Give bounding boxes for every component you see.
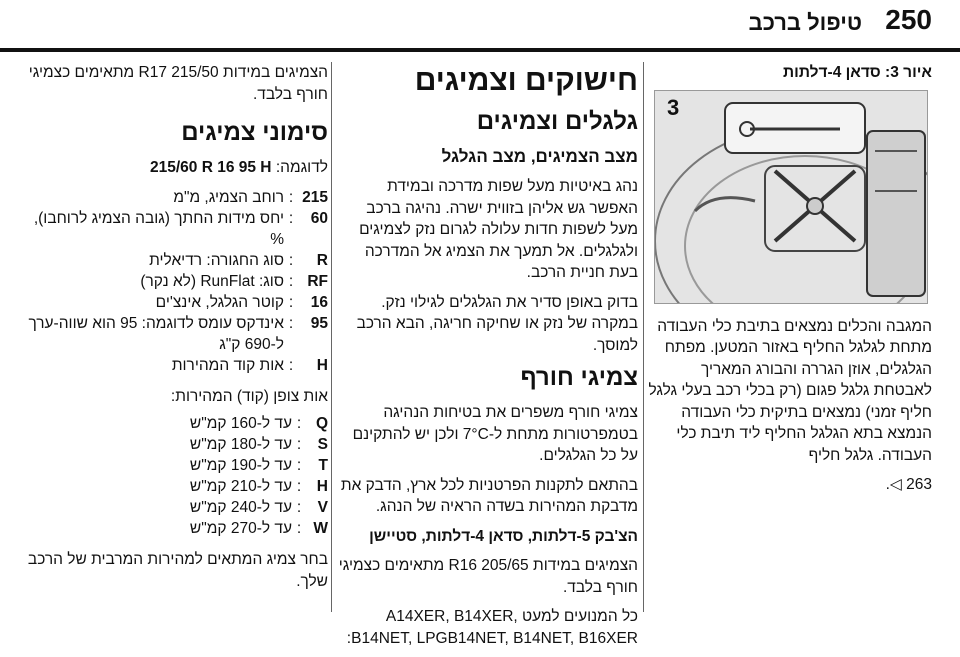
example-label: לדוגמה: <box>275 159 328 176</box>
legend-code: 16 <box>310 293 328 311</box>
speed-separator: : <box>296 436 302 453</box>
engines-paragraph: כל המנועים למעט A14XER, B14XER, B14NET, LPGB14NET, B14NET, B16XER: <box>346 608 638 647</box>
speed-row <box>16 413 328 434</box>
speed-row <box>16 497 328 518</box>
legend-separator: : <box>288 272 294 290</box>
speed-separator: : <box>296 499 302 516</box>
legend-row <box>16 250 328 271</box>
tool-kit-illustration <box>654 90 928 304</box>
legend-separator: : <box>288 314 294 332</box>
legend-separator: : <box>288 251 294 269</box>
speed-text: עד ל-160 קמ"ש <box>189 415 292 432</box>
legend-text: רוחב הצמיג, מ"מ <box>173 188 284 206</box>
speed-row <box>16 518 328 539</box>
legend-separator: : <box>288 293 294 311</box>
legend-row <box>16 271 328 292</box>
running-title: טיפול ברכב <box>748 10 862 35</box>
tire-marking-legend <box>16 187 328 376</box>
legend-row <box>16 355 328 376</box>
legend-row <box>16 187 328 208</box>
winter-tires-paragraph: צמיגי חורף משפרים את בטיחות הנהיגה בטמפרטורות מתחת ל-7°C ולכן יש להתקינם על כל הגלגלים. <box>352 404 638 464</box>
legend-code: RF <box>307 272 328 290</box>
legend-separator: : <box>288 188 294 206</box>
legend-text: קוטר הגלגל, אינצ'ים <box>155 293 284 311</box>
column-divider-left <box>331 62 332 612</box>
minor-title-tire-condition: מצב הצמיגים, מצב הגלגל <box>441 147 638 166</box>
section-title-rims-tires: חישוקים וצמיגים <box>414 64 638 97</box>
toolkit-page-reference: 263 ◁. <box>885 476 932 493</box>
speed-code: S <box>317 436 328 453</box>
curb-paragraph: נהג באיטיות מעל שפות מדרכה ובמידת האפשר גש אליהן בזווית ישרה. נהיגה ברכב מעל לשפות חדות עלולה לגרום נזק לצמיגים ולגלגלים. אל תמעך את הצמיג אל המדרכה בעת חניית הרכב. <box>359 178 638 281</box>
legend-row <box>16 313 328 355</box>
tire-markings-title: סימוני צמיגים <box>181 119 328 146</box>
speed-row <box>16 455 328 476</box>
speed-text: עד ל-180 קמ"ש <box>189 436 292 453</box>
legend-code: R <box>316 251 328 269</box>
speed-sticker-paragraph: בהתאם לתקנות הפרטניות לכל ארץ, הדבק את מדבקת המהירות בשדה הראיה של הנהג. <box>340 476 638 515</box>
toolkit-paragraph: המגבה והכלים נמצאים בתיבת כלי העבודה מתחת לגלגל החליף באזור המטען. מפתח הגלגלים, אוזן הגררה והבורג המאריך לאבטחת גלגל פגום (רק בכלי רכב בעלי גלגל חליף זמני) נמצאים בתיקית כלי העבודה הנמצא בתא הגלגל החליף ליד תיבת כלי העבודה. גלגל חליף <box>648 317 932 464</box>
sub-title-wheels-tires: גלגלים וצמיגים <box>476 108 638 135</box>
legend-separator: : <box>288 209 294 227</box>
legend-row <box>16 292 328 313</box>
speed-separator: : <box>296 415 302 432</box>
middle-column <box>338 62 638 657</box>
inspection-paragraph: בדוק באופן סדיר את הגלגלים לגילוי נזק. במקרה של נזק או שחיקה חריגה, הבא הרכב למוסך. <box>356 293 638 354</box>
legend-separator: : <box>288 356 294 374</box>
speed-code: V <box>317 499 328 516</box>
speed-code: T <box>318 457 328 474</box>
figure-caption: איור 3: סדאן 4-דלתות <box>783 64 932 81</box>
speed-code: H <box>316 478 328 495</box>
speed-code: W <box>313 520 328 537</box>
legend-text: אות קוד המהירות <box>171 356 284 374</box>
figure-number: 3 <box>667 94 680 120</box>
legend-text: סוג: RunFlat (לא נקר) <box>140 272 284 290</box>
legend-code: 215 <box>302 188 328 206</box>
speed-separator: : <box>296 520 302 537</box>
tire-size-17-paragraph: הצמיגים במידות 215/50 R17 מתאימים כצמיגי חורף בלבד. <box>28 64 328 103</box>
page-header <box>0 0 960 52</box>
speed-separator: : <box>296 457 302 474</box>
speed-text: עד ל-210 קמ"ש <box>189 478 292 495</box>
speed-row <box>16 476 328 497</box>
speed-text: עד ל-190 קמ"ש <box>189 457 292 474</box>
speed-code-intro: אות צופן (קוד) המהירות: <box>170 387 328 405</box>
speed-code: Q <box>315 415 328 432</box>
tire-marking-example <box>16 157 328 179</box>
speed-choice-paragraph: בחר צמיג המתאים למהירות המרבית של הרכב שלך. <box>27 551 328 590</box>
speed-separator: : <box>296 478 302 495</box>
legend-text: סוג החגורה: רדיאלית <box>149 251 284 269</box>
speed-code-table <box>16 413 328 539</box>
left-column <box>16 62 328 600</box>
body-styles-heading: הצ'בק 5-דלתות, סדאן 4-דלתות, סטיישן <box>369 527 638 545</box>
tool-kit-drawing <box>655 91 927 303</box>
winter-tires-title: צמיגי חורף <box>520 364 638 391</box>
page-number: 250 <box>885 4 932 35</box>
example-value: 215/60 R 16 95 H <box>150 159 272 176</box>
tire-size-16-paragraph: הצמיגים במידות 205/65 R16 מתאימים כצמיגי חורף בלבד. <box>338 557 638 596</box>
legend-code: H <box>316 356 328 374</box>
right-column <box>642 62 932 504</box>
legend-text: אינדקס עומס לדוגמה: 95 הוא שווה-ערך ל-690 ק"ג <box>28 314 284 353</box>
legend-code: 60 <box>310 209 328 227</box>
legend-text: יחס מידות החתך (גובה הצמיג לרוחבו), % <box>33 209 284 248</box>
legend-code: 95 <box>310 314 328 332</box>
legend-row <box>16 208 328 250</box>
speed-text: עד ל-270 קמ"ש <box>189 520 292 537</box>
speed-text: עד ל-240 קמ"ש <box>189 499 292 516</box>
speed-row <box>16 434 328 455</box>
